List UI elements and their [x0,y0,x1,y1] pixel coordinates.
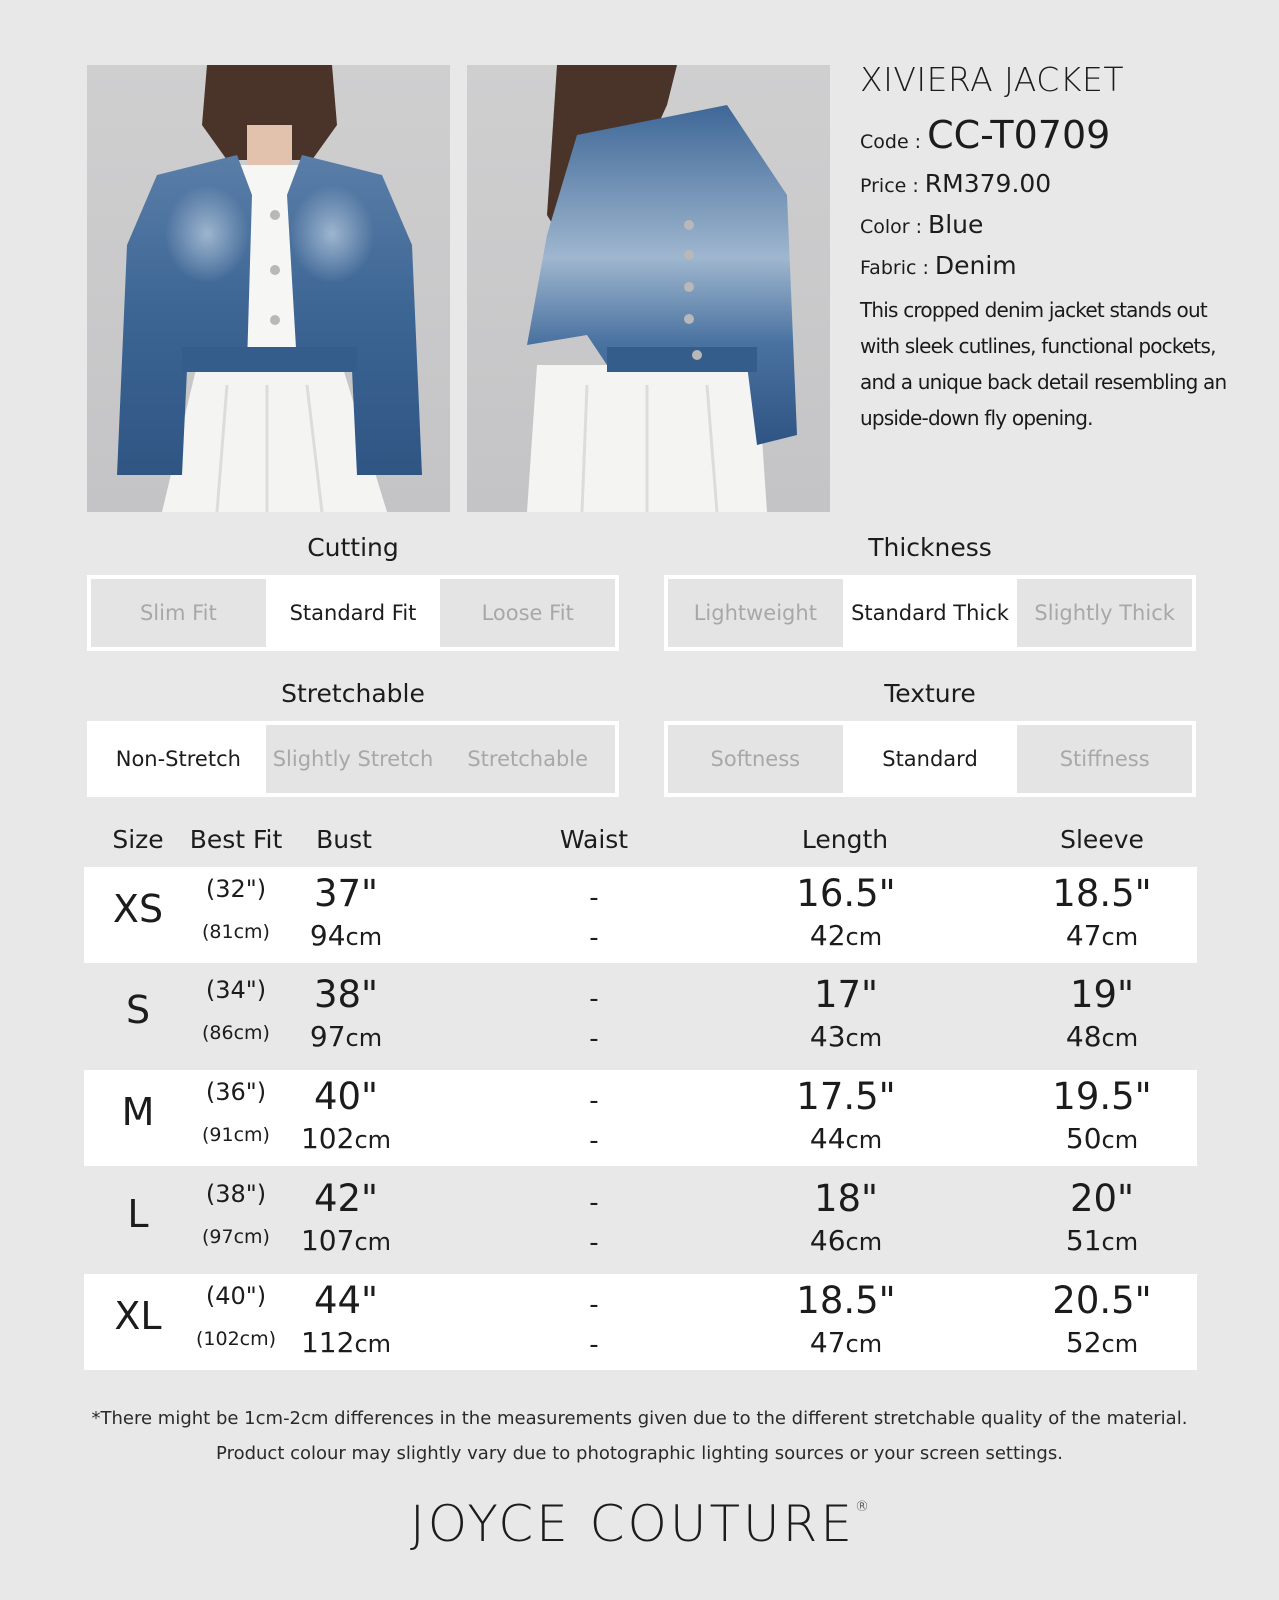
cm-unit: cm [354,1228,392,1256]
thickness-scale [664,533,1196,651]
size-label: L [127,1192,149,1236]
size-label: S [125,988,151,1032]
waist-inches: - [589,1188,599,1218]
size-row [84,867,1197,963]
best-fit-header: Best Fit [189,825,283,854]
color-row [860,210,1240,239]
length-cm [810,1122,882,1155]
sleeve-cm [1066,919,1138,952]
bust-cm-value: 102 [300,1122,355,1155]
sleeve-cm [1066,1020,1138,1053]
length-inches: 16.5" [796,872,896,915]
length-inches: 17" [813,973,879,1016]
length-inches: 18" [813,1177,879,1220]
cm-unit: cm [845,1228,883,1256]
size-row [84,1172,1197,1268]
cm-unit: cm [345,923,383,951]
sleeve-cm [1066,1224,1138,1257]
stretchable-option: Stretchable [440,725,615,793]
texture-option: Stiffness [1017,725,1192,793]
sleeve-inches: 20" [1069,1177,1135,1220]
sleeve-cm [1066,1122,1138,1155]
registered-mark: ® [854,1499,869,1515]
size-row [84,1070,1197,1166]
bust-cm-value: 112 [300,1326,355,1359]
cm-unit: cm [1101,923,1139,951]
color-label: Color : [860,216,923,238]
cm-unit: cm [845,1024,883,1052]
size-label: XS [112,887,164,931]
waist-cm: - [589,1330,599,1360]
texture-option: Softness [668,725,843,793]
length-cm-value: 43 [809,1020,846,1053]
size-row [84,968,1197,1064]
thickness-option: Slightly Thick [1017,579,1192,647]
sleeve-cm-value: 48 [1065,1020,1102,1053]
brand-name: JOYCE COUTURE [410,1495,855,1553]
thickness-option: Standard Thick [843,579,1018,647]
stretchable-heading: Stretchable [281,679,425,708]
cm-unit: cm [354,1126,392,1154]
product-color: Blue [928,210,984,239]
texture-scale [664,679,1196,797]
thickness-options [664,575,1196,651]
product-photo-back [467,65,830,512]
bust-header: Bust [316,825,372,854]
sleeve-cm-value: 50 [1065,1122,1102,1155]
cm-unit: cm [1101,1330,1139,1358]
best-fit-cm: (102cm) [195,1328,277,1350]
length-header: Length [801,825,889,854]
sleeve-cm-value: 47 [1065,919,1102,952]
sleeve-inches: 19.5" [1052,1075,1152,1118]
best-fit-inches: (38") [205,1180,267,1208]
waist-cm: - [589,1024,599,1054]
sleeve-inches: 20.5" [1052,1279,1152,1322]
cutting-scale [87,533,619,651]
bust-cm-value: 107 [300,1224,355,1257]
bust-cm [310,919,382,952]
cm-unit: cm [345,1024,383,1052]
cutting-option: Standard Fit [266,579,441,647]
bust-inches: 37" [313,872,379,915]
waist-header: Waist [559,825,629,854]
texture-heading: Texture [884,679,976,708]
best-fit-inches: (40") [205,1282,267,1310]
sleeve-cm-value: 52 [1065,1326,1102,1359]
bust-cm [301,1224,391,1257]
size-header: Size [112,825,164,854]
sleeve-header: Sleeve [1060,825,1144,854]
colour-note: Product colour may slightly vary due to photographic lighting sources or your screen settings. [216,1443,1063,1464]
cm-unit: cm [845,923,883,951]
waist-cm: - [589,1126,599,1156]
waist-cm: - [589,1228,599,1258]
cm-unit: cm [845,1330,883,1358]
thickness-option: Lightweight [668,579,843,647]
product-price: RM379.00 [924,169,1052,198]
product-fabric: Denim [934,251,1017,280]
size-label: M [121,1090,155,1134]
best-fit-cm: (86cm) [202,1022,270,1044]
size-table-header [0,825,1279,865]
sleeve-cm [1066,1326,1138,1359]
length-cm [810,1020,882,1053]
waist-inches: - [589,883,599,913]
bust-cm-value: 94 [309,919,346,952]
length-cm [810,1224,882,1257]
bust-cm [310,1020,382,1053]
cm-unit: cm [845,1126,883,1154]
bust-inches: 44" [313,1279,379,1322]
bust-inches: 42" [313,1177,379,1220]
bust-cm [301,1122,391,1155]
sleeve-inches: 18.5" [1052,872,1152,915]
waist-inches: - [589,1290,599,1320]
length-cm [810,919,882,952]
code-label: Code : [860,131,922,153]
best-fit-inches: (34") [205,976,267,1004]
waist-inches: - [589,984,599,1014]
cm-unit: cm [1101,1228,1139,1256]
length-cm-value: 44 [809,1122,846,1155]
best-fit-cm: (91cm) [202,1124,270,1146]
cm-unit: cm [1101,1126,1139,1154]
product-info [860,60,1240,436]
thickness-heading: Thickness [868,533,992,562]
price-label: Price : [860,175,919,197]
stretchable-option: Slightly Stretch [266,725,441,793]
measurement-note: *There might be 1cm-2cm differences in the measurements given due to the different stretchable quality of the material. [91,1408,1188,1429]
bust-cm [301,1326,391,1359]
waist-inches: - [589,1086,599,1116]
product-description: This cropped denim jacket stands out with sleek cutlines, functional pockets, and a unique back detail resembling an upside-down fly opening. [860,298,1227,430]
cm-unit: cm [354,1330,392,1358]
cm-unit: cm [1101,1024,1139,1052]
waist-cm: - [589,923,599,953]
best-fit-inches: (32") [205,875,267,903]
stretchable-scale [87,679,619,797]
product-photo-front [87,65,450,512]
best-fit-cm: (81cm) [202,921,270,943]
price-row [860,169,1240,198]
length-cm-value: 47 [809,1326,846,1359]
size-row [84,1274,1197,1370]
length-inches: 17.5" [796,1075,896,1118]
code-row [860,113,1240,157]
product-title: XIVIERA JACKET [860,60,1124,99]
length-cm-value: 46 [809,1224,846,1257]
texture-options [664,721,1196,797]
bust-inches: 38" [313,973,379,1016]
best-fit-cm: (97cm) [202,1226,270,1248]
sleeve-cm-value: 51 [1065,1224,1102,1257]
cutting-heading: Cutting [307,533,399,562]
fabric-label: Fabric : [860,257,929,279]
length-inches: 18.5" [796,1279,896,1322]
cutting-option: Loose Fit [440,579,615,647]
texture-option: Standard [843,725,1018,793]
bust-cm-value: 97 [309,1020,346,1053]
length-cm-value: 42 [809,919,846,952]
best-fit-inches: (36") [205,1078,267,1106]
product-code: CC-T0709 [927,113,1111,157]
stretchable-option: Non-Stretch [91,725,266,793]
bust-inches: 40" [313,1075,379,1118]
length-cm [810,1326,882,1359]
cutting-options [87,575,619,651]
brand-logo [0,1495,1279,1553]
size-label: XL [114,1294,162,1338]
cutting-option: Slim Fit [91,579,266,647]
fabric-row [860,251,1240,280]
sleeve-inches: 19" [1069,973,1135,1016]
stretchable-options [87,721,619,797]
